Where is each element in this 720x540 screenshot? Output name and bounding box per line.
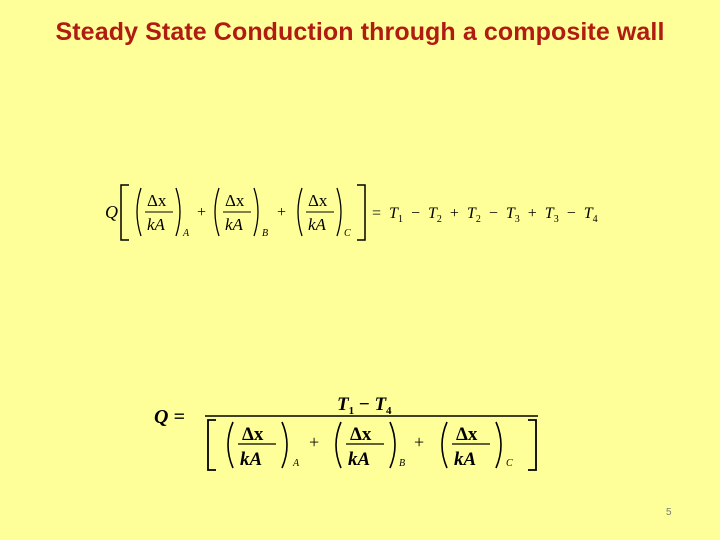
slide-title: Steady State Conduction through a composite wall <box>55 18 665 46</box>
eq2-plus-1: + <box>309 432 320 452</box>
eq2-term-a-subscript: A <box>293 458 300 469</box>
eq1-equals: = <box>372 205 382 222</box>
eq2-term-a-left-paren <box>228 422 233 468</box>
page-number: 5 <box>666 507 672 518</box>
eq2-lhs: Q = <box>154 406 185 428</box>
eq1-term-a-subscript: A <box>183 228 190 239</box>
eq2-term-c-denominator: kA <box>454 449 477 470</box>
eq2-term-c-left-paren <box>442 422 447 468</box>
eq1-term-c-denominator: kA <box>308 215 326 234</box>
eq2-term-c-numerator: Δx <box>456 424 478 445</box>
eq1-term-a-numerator: Δx <box>147 191 167 210</box>
eq2-term-b-subscript: B <box>399 458 406 469</box>
eq2-term-c-right-paren <box>496 422 501 468</box>
eq2-plus-2: + <box>414 432 425 452</box>
eq2-term-a-numerator: Δx <box>242 424 264 445</box>
eq2-term-b-left-paren <box>336 422 341 468</box>
eq2-term-a-right-paren <box>282 422 287 468</box>
eq1-plus-1: + <box>197 204 207 221</box>
eq1-rhs: = $T_1$ − $T_2$ + $T_2$ − $T_3$ + $T_3$ − $T_4$ <box>372 205 598 225</box>
eq1-term-c-subscript: C <box>344 228 351 239</box>
eq2-term-b-numerator: Δx <box>350 424 372 445</box>
eq2-term-b-denominator: kA <box>348 449 371 470</box>
eq1-term-b-denominator: kA <box>225 215 243 234</box>
eq1-term-a-denominator: kA <box>147 215 165 234</box>
eq2-numerator: $T_1 - T_4$ <box>337 394 392 417</box>
eq1-term-c-numerator: Δx <box>308 191 328 210</box>
eq1-q-symbol: Q <box>105 202 118 222</box>
eq2-outer-left-bracket <box>208 420 216 470</box>
eq2-term-c-subscript: C <box>506 458 513 469</box>
eq2-term-b-right-paren <box>390 422 395 468</box>
eq2-outer-right-bracket <box>528 420 536 470</box>
eq2-term-a-denominator: kA <box>240 449 263 470</box>
eq1-term-b-numerator: Δx <box>225 191 245 210</box>
eq1-plus-2: + <box>277 204 287 221</box>
eq1-term-b-subscript: B <box>262 228 269 239</box>
